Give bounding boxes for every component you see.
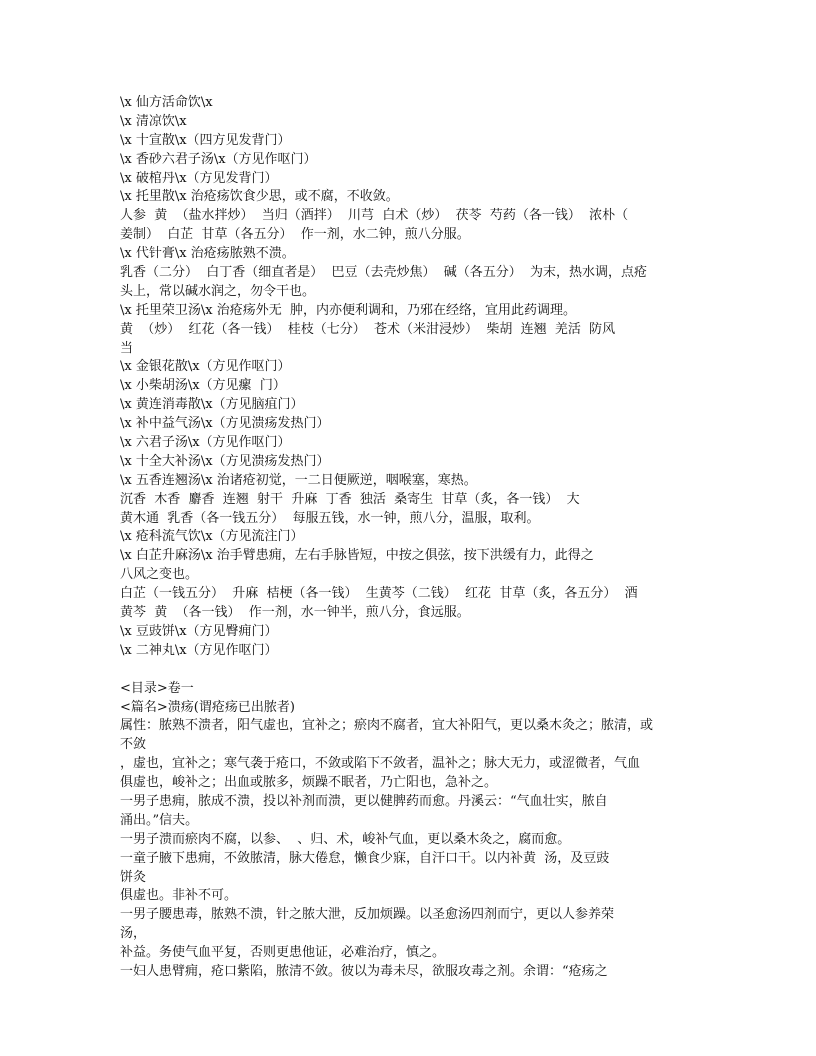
text-line: 黄芩 黄 （各一钱） 作一剂，水一钟半，煎八分，食远服。 bbox=[120, 605, 470, 621]
text-line: 沉香 木香 麝香 连翘 射干 升麻 丁香 独活 桑寄生 甘草（炙，各一钱） 大 bbox=[120, 491, 580, 507]
text-line: \x 六君子汤\x（方见作呕门） bbox=[120, 435, 291, 451]
text-line: \x 二神丸\x（方见作呕门） bbox=[120, 642, 278, 658]
text-line: \x 黄连消毒散\x（方见脑疽门） bbox=[120, 397, 304, 413]
text-line: 属性：脓熟不溃者，阳气虚也，宜补之；瘀肉不腐者，宜大补阳气，更以桑木灸之；脓清，或 bbox=[120, 718, 654, 734]
text-line: \x 仙方活命饮\x bbox=[120, 95, 213, 110]
text-line: 俱虚也，峻补之；出血或脓多，烦躁不眠者，乃亡阳也，急补之。 bbox=[120, 775, 498, 791]
text-line: \x 清凉饮\x bbox=[120, 113, 187, 129]
text-line: \x 补中益气汤\x（方见溃疡发热门） bbox=[120, 416, 330, 432]
text-line: 涌出。”信夫。 bbox=[120, 812, 199, 828]
text-line: 一妇人患臂痈，疮口紫陷，脓清不敛。彼以为毒未尽，欲服攻毒之剂。余谓：“疮疡之 bbox=[120, 963, 608, 979]
text-line: 一男子腰患毒，脓熟不溃，针之脓大泄，反加烦躁。以圣愈汤四剂而宁，更以人参养荣 bbox=[120, 907, 615, 923]
text-line: 黄木通 乳香（各一钱五分） 每服五钱，水一钟，煎八分，温服，取利。 bbox=[120, 510, 540, 526]
text-line: 饼灸 bbox=[120, 869, 147, 885]
text-line: ，虚也，宜补之；寒气袭于疮口，不敛或陷下不敛者，温补之；脉大无力，或涩微者，气血 bbox=[120, 756, 641, 772]
text-line: 一男子患痈，脓成不溃，投以补剂而溃，更以健脾药而愈。丹溪云：“气血壮实，脓自 bbox=[120, 793, 608, 809]
text-line: \x 香砂六君子汤\x（方见作呕门） bbox=[120, 151, 317, 167]
text-line: 乳香（二分） 白丁香（细直者是） 巴豆（去壳炒焦） 碱（各五分） 为末，热水调，点疮 bbox=[120, 265, 648, 281]
text-line: \x 十全大补汤\x（方见溃疡发热门） bbox=[120, 453, 330, 469]
text-line: \x 小柴胡汤\x（方见瘰 门） bbox=[120, 378, 286, 394]
text-line: \x 白芷升麻汤\x 治手臂患痈，左右手脉皆短，中按之俱弦，按下洪缓有力，此得之 bbox=[120, 548, 594, 564]
text-line: 姜制） 白芷 甘草（各五分） 作一剂，水二钟，煎八分服。 bbox=[120, 227, 470, 243]
text-line: \x 托里散\x 治疮疡饮食少思，或不腐，不收敛。 bbox=[120, 189, 399, 205]
text-line: \x 疮科流气饮\x（方见流注门） bbox=[120, 529, 304, 545]
text-line: 八风之变也。 bbox=[120, 567, 199, 583]
text-line: \x 豆豉饼\x（方见臀痈门） bbox=[120, 623, 278, 639]
text-line: \x 十宣散\x（四方见发背门） bbox=[120, 132, 291, 148]
text-line: 不敛 bbox=[120, 737, 147, 753]
blank-line bbox=[120, 661, 710, 680]
text-line: \x 五香连翘汤\x 治诸疮初觉，一二日便厥逆，咽喉塞，寒热。 bbox=[120, 472, 477, 488]
text-line: 黄 （炒） 红花（各一钱） 桂枝（七分） 苍术（米泔浸炒） 柴胡 连翘 羌活 防风 bbox=[120, 321, 616, 337]
text-line: 汤， bbox=[120, 926, 147, 942]
text-line: 当 bbox=[120, 340, 134, 356]
document-body bbox=[120, 94, 710, 982]
text-line: \x 破棺丹\x（方见发背门） bbox=[120, 170, 278, 186]
text-line: 白芷（一钱五分） 升麻 桔梗（各一钱） 生黄芩（二钱） 红花 甘草（炙，各五分） 酒 bbox=[120, 586, 638, 602]
text-line: 人参 黄 （盐水拌炒） 当归（酒拌） 川芎 白术（炒） 茯苓 芍药（各一钱） 浓朴（ bbox=[120, 208, 629, 224]
text-line: 头上，常以碱水润之，勿令干也。 bbox=[120, 283, 316, 299]
text-line: \x 托里荣卫汤\x 治疮疡外无 肿，内亦便利调和，乃邪在经络，宜用此药调理。 bbox=[120, 302, 576, 318]
text-line: \x 代针膏\x 治疮疡脓熟不溃。 bbox=[120, 246, 295, 262]
text-line: 一童子腋下患痈，不敛脓清，脉大倦怠，懒食少寐，自汗口干。以内补黄 汤，及豆豉 bbox=[120, 850, 610, 866]
chapter-title: <篇名>溃疡(谓疮疡已出脓者) bbox=[120, 699, 295, 715]
text-line: 一男子溃而瘀肉不腐，以参、 、归、术，峻补气血，更以桑木灸之，腐而愈。 bbox=[120, 831, 571, 847]
catalog-heading: <目录>卷一 bbox=[120, 680, 194, 696]
text-line: \x 金银花散\x（方见作呕门） bbox=[120, 359, 291, 375]
text-line: 俱虚也。非补不可。 bbox=[120, 888, 238, 904]
text-line: 补益。务使气血平复，否则更患他证，必难治疗，慎之。 bbox=[120, 945, 446, 961]
